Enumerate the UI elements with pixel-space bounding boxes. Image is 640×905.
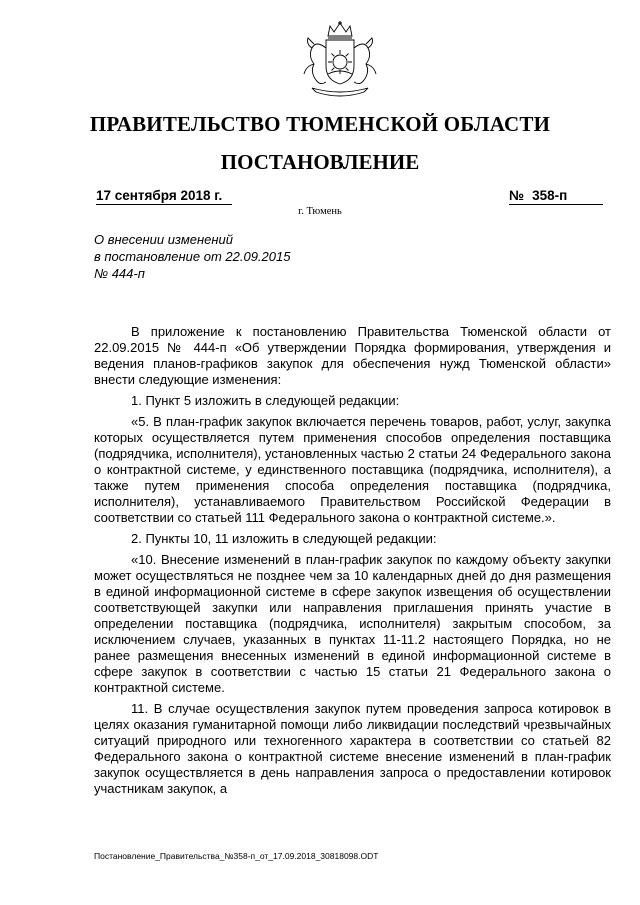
subject-line: № 444-п: [94, 266, 145, 281]
body-paragraph: 2. Пункты 10, 11 изложить в следующей редакции:: [131, 531, 437, 546]
document-body: [94, 324, 611, 802]
document-number: [509, 188, 603, 205]
body-paragraph: 1. Пункт 5 изложить в следующей редакции:: [131, 393, 400, 408]
government-title: ПРАВИТЕЛЬСТВО ТЮМЕНСКОЙ ОБЛАСТИ: [89, 112, 551, 136]
body-paragraph: В приложение к постановлению Правительства Тюменской области от 22.09.2015 № 444-п «Об утверждении Порядка формирования, утверждения и ведения планов-графиков закупок для обеспечения нужд Тюменской области» внести следующие изменения:: [94, 324, 611, 387]
body-paragraph: «5. В план-график закупок включается перечень товаров, работ, услуг, закупка которых осуществляется путем применения способов определения поставщика (подрядчика, исполнителя), установленных частью 2 статьи 24 Федерального закона о контрактной системе, у единственного поставщика (подрядчика, исполнителя), а также путем применения способа определения поставщика (подрядчика, исполнителя), устанавливаемого Правительством Российской Федерации в соответствии со статьей 111 Федерального закона о контрактной системе.».: [94, 414, 611, 525]
document-date: 17 сентября 2018 г.: [96, 188, 232, 205]
subject-line: О внесении изменений: [94, 232, 233, 247]
body-paragraph: «10. Внесение изменений в план-график закупок по каждому объекту закупки может осуществляться не позднее чем за 10 календарных дней до дня размещения в единой информационной системе в сфере закупок извещения об осуществлении соответствующей закупки или направления приглашения принять участие в определении поставщика (подрядчика, исполнителя) закрытым способом, за исключением случаев, указанных в пунктах 11-11.2 настоящего Порядка, но не ранее размещения внесенных изменений в единой информационной системе в сфере закупок в соответствии с частью 15 статьи 21 Федерального закона о контрактной системе.: [94, 552, 611, 695]
coat-of-arms-icon: [298, 20, 382, 102]
number-value: 358-п: [532, 188, 568, 203]
footer-filename: Постановление_Правительства_№358-п_от_17.09.2018_30818098.ODT: [94, 851, 379, 861]
document-type: ПОСТАНОВЛЕНИЕ: [220, 150, 420, 174]
document-subject: [94, 231, 354, 282]
number-sign: №: [509, 188, 525, 203]
subject-line: в постановление от 22.09.2015: [94, 249, 291, 264]
body-paragraph: 11. В случае осуществления закупок путем проведения запроса котировок в целях оказания гуманитарной помощи либо ликвидации последствий чрезвычайных ситуаций природного или техногенного характера в соответствии со статьей 82 Федерального закона о контрактной системе внесение изменений в план-график закупок осуществляется в день направления запроса о предоставлении котировок участникам закупок, а: [94, 701, 611, 796]
city: г. Тюмень: [298, 206, 342, 217]
